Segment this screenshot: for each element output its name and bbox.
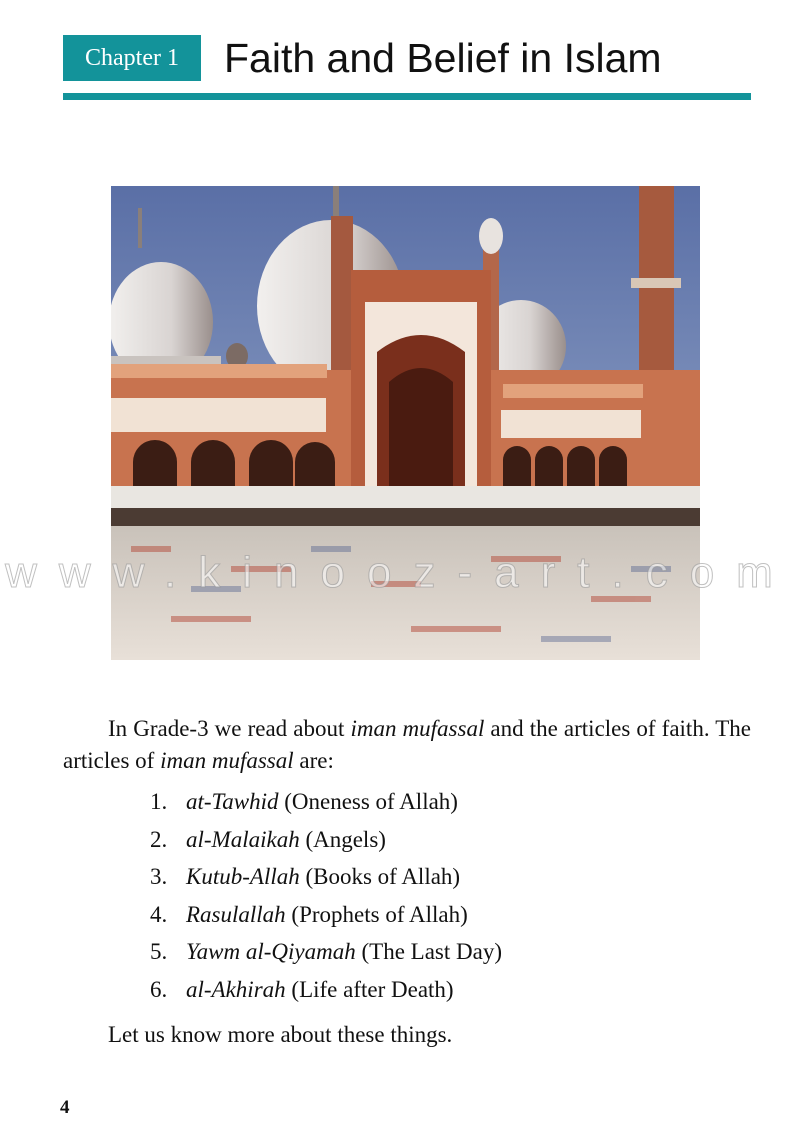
list-item: 5. Yawm al-Qiyamah (The Last Day): [150, 939, 502, 965]
list-item: 4. Rasulallah (Prophets of Allah): [150, 901, 468, 927]
term-iman-mufassal: iman mufassal: [350, 716, 485, 741]
list-item: 6. al-Akhirah (Life after Death): [150, 976, 454, 1002]
chapter-title: Faith and Belief in Islam: [224, 35, 662, 81]
list-item: 2. al-Malaikah (Angels): [150, 826, 386, 852]
closing-sentence: Let us know more about these things.: [108, 1022, 453, 1047]
title-divider: [63, 93, 751, 100]
chapter-badge: Chapter 1: [63, 35, 201, 81]
articles-list: [150, 783, 502, 1009]
term-iman-mufassal: iman mufassal: [160, 748, 294, 773]
list-item: 3. Kutub-Allah (Books of Allah): [150, 864, 461, 890]
intro-paragraph: In Grade-3 we read about iman mufassal and the articles of faith. The articles of iman mufassal are:: [63, 716, 751, 773]
page-number: 4: [60, 1097, 70, 1118]
mosque-photo: [111, 186, 700, 660]
watermark-text: www.kinooz-art.com: [5, 548, 795, 597]
list-item: 1. at-Tawhid (Oneness of Allah): [150, 789, 458, 814]
